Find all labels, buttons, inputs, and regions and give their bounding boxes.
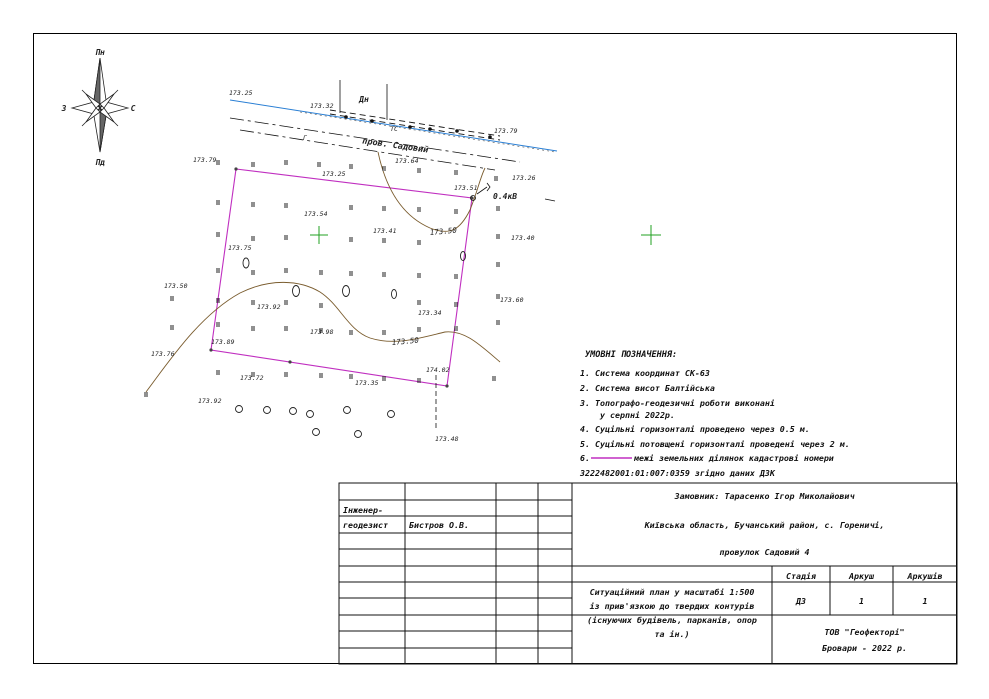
column-header-stage: Стадія — [786, 571, 816, 581]
legend-title: УМОВНІ ПОЗНАЧЕННЯ: — [585, 350, 678, 360]
parcel-boundary — [211, 169, 472, 386]
company-name: ТОВ "Геофекторі" — [824, 627, 905, 637]
elevation-label: 173.40 — [511, 234, 535, 242]
elevation-label: 173.41 — [373, 227, 397, 235]
elevation-label: 173.32 — [310, 102, 334, 110]
drawing-title: (існуючих будівель, парканів, опор — [587, 615, 757, 625]
elevation-label: 173.98 — [310, 328, 334, 336]
elevation-label: 173.76 — [151, 350, 175, 358]
west-label: З — [61, 104, 67, 113]
customer-name: Замовник: Тарасенко Ігор Миколайович — [674, 491, 855, 501]
sheet-value: 1 — [859, 596, 864, 606]
elevation-label: 173.25 — [322, 170, 346, 178]
elevation-label: 173.72 — [240, 374, 264, 382]
compass-rose-icon — [72, 58, 128, 152]
building-label: Дн — [359, 95, 369, 104]
legend-item: 3222482001:01:007:0359 згідно даних ДЗК — [580, 468, 775, 478]
contour-line-lower — [146, 282, 500, 392]
survey-point-ticks — [145, 160, 499, 397]
elevation-label: 173.51 — [454, 184, 478, 192]
drawing-title: із прив'язкою до твердих контурів — [589, 601, 755, 611]
engineer-name: Бистров О.В. — [409, 520, 469, 530]
street-name: пров. Садовий — [361, 136, 429, 156]
elevation-label: 173.50 — [164, 282, 188, 290]
legend-item: 4. Суцільні горизонталі проведено через 0.5 м. — [580, 424, 810, 434]
elevation-label: 173.35 — [355, 379, 379, 387]
elevation-label: 173.92 — [257, 303, 281, 311]
elevation-label: 173.89 — [211, 338, 235, 346]
power-line-label: 0.4кВ — [493, 192, 518, 201]
legend-item: 1. Система координат СК-63 — [580, 368, 710, 378]
elevation-label: 173.34 — [418, 309, 442, 317]
parcel-vertices — [209, 167, 473, 387]
legend-item: 2. Система висот Балтійська — [580, 383, 715, 393]
sheets-value: 1 — [922, 596, 928, 606]
elevation-label: 173.26 — [512, 174, 536, 182]
legend-item: 3. Топографо-геодезичні роботи виконані — [580, 398, 775, 408]
address-line: Київська область, Бучанський район, с. Гореничі, — [644, 520, 885, 530]
legend-item: у серпні 2022р. — [600, 410, 675, 420]
elevation-label: 173.60 — [500, 296, 524, 304]
address-line: провулок Садовий 4 — [719, 547, 810, 557]
elevation-label: 174.02 — [426, 366, 450, 374]
elevation-label: 173.54 — [304, 210, 328, 218]
contour-label: 173.50 — [429, 225, 458, 237]
contour-label: 173.50 — [391, 335, 420, 347]
legend-item: межі земельних ділянок кадастрові номери — [634, 453, 834, 463]
elevation-labels — [151, 89, 536, 443]
city-year: Бровари - 2022 р. — [822, 643, 907, 653]
column-header-sheet: Аркуш — [849, 571, 874, 581]
grid-cross — [310, 225, 661, 245]
east-label: С — [130, 104, 136, 113]
stage-value: ДЗ — [796, 596, 806, 606]
elevation-label: 173.79 — [193, 156, 217, 164]
elevation-label: 173.92 — [198, 397, 222, 405]
drawing-title: Ситуаційний план у масштабі 1:500 — [589, 587, 755, 597]
tree-symbols — [236, 252, 466, 438]
marker-letter: Г — [303, 134, 307, 142]
north-label: Пн — [95, 48, 105, 57]
role-label: геодезист — [343, 520, 388, 530]
south-label: Пд — [95, 158, 105, 167]
drawing-title: та ін.) — [654, 629, 690, 639]
fence-label: ТС — [390, 125, 398, 133]
power-pole-icon — [436, 183, 555, 430]
elevation-label: 173.75 — [228, 244, 252, 252]
elevation-label: 173.25 — [229, 89, 253, 97]
column-header-sheets: Аркушів — [907, 571, 943, 581]
elevation-label: 173.79 — [494, 127, 518, 135]
legend-item: 5. Суцільні потовщені горизонталі проведені через 2 м. — [580, 439, 850, 449]
elevation-label: 173.64 — [395, 157, 419, 165]
role-label: Інженер- — [343, 505, 383, 515]
legend-item-number: 6. — [580, 453, 590, 463]
road-lines — [230, 100, 557, 170]
elevation-label: 173.48 — [435, 435, 459, 443]
